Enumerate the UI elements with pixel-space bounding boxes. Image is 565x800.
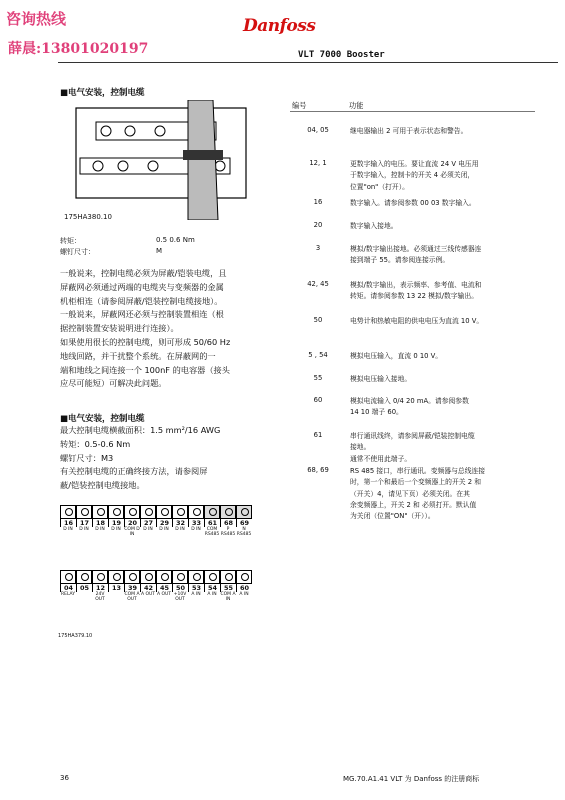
function-line: 接到端子 55。请参阅连接示例。 (350, 256, 450, 265)
function-cell (350, 316, 550, 327)
terminal-number-cell: 5 , 54 (308, 351, 328, 359)
spec-line: 有关控制电缆的正确终接方法，请参阅屏 (60, 466, 208, 477)
function-line: 电势计和热敏电阻的供电电压为直流 10 V。 (350, 317, 484, 325)
terminal-screw (108, 570, 124, 584)
paragraph-line: 端和地线之间连接一个 100nF 的电容器（接头 (60, 364, 230, 375)
terminal-screw (140, 570, 156, 584)
function-line: 时，第一个和最后一个变频器上的开关 2 和 (350, 478, 481, 487)
terminal-label: D IN (175, 527, 185, 532)
terminal-number: 12 (92, 584, 108, 592)
terminal-number: 27 (140, 519, 156, 527)
terminal-screw (60, 570, 76, 584)
terminal-screw (172, 505, 188, 519)
terminal-screw (188, 570, 204, 584)
terminal-number: 60 (236, 584, 252, 592)
terminal-number: 32 (172, 519, 188, 527)
function-line: 14 10 端子 60。 (350, 408, 403, 417)
terminal-number: 54 (204, 584, 220, 592)
terminal-label: A OUT (140, 592, 156, 597)
section1-body (60, 267, 290, 391)
terminal-number-cell: 12, 1 (309, 159, 327, 167)
function-line: 接地。 (350, 443, 371, 452)
terminal-screw (220, 505, 236, 519)
terminal-number: 04 (60, 584, 76, 592)
terminal-number: 33 (188, 519, 204, 527)
paragraph-line: 应尽可能短）可解决此问题。 (60, 378, 167, 389)
terminal-number: 45 (156, 584, 172, 592)
function-cell (350, 351, 550, 362)
function-line: 继电器输出 2 可用于表示状态和警告。 (350, 127, 468, 135)
function-line: 模拟电压输入，直流 0 10 V。 (350, 352, 443, 360)
section2-title: ■ 电气安装，控制电缆 (60, 412, 145, 424)
terminal-number-cell: 20 (313, 221, 323, 229)
terminal-screw (172, 570, 188, 584)
brand-logo: Danfoss (243, 16, 316, 36)
terminal-screw (92, 505, 108, 519)
terminal-screw (124, 505, 140, 519)
terminal-number: 17 (76, 519, 92, 527)
terminal-number-cell: 61 (313, 431, 323, 439)
terminal-number: 68 (220, 519, 236, 527)
spec-line: 转矩：0.5-0.6 Nm (60, 438, 131, 449)
terminal-number: 50 (172, 584, 188, 592)
terminal-screw (140, 505, 156, 519)
function-line: 余变频器上，开关 2 和 必须打开。默认值 (350, 500, 477, 509)
terminal-number-cell: 16 (313, 198, 323, 206)
paragraph-line: 一般说来，屏蔽网还必须与控制装置相连（根 (60, 309, 224, 320)
terminal-screw (236, 505, 252, 519)
terminal-label: D IN (143, 527, 153, 532)
terminal-number: 20 (124, 519, 140, 527)
terminal-screw (60, 505, 76, 519)
section1-title: ■ 电气安装，控制电缆 (60, 86, 145, 98)
terminal-label (108, 592, 124, 602)
terminal-label: D IN (95, 527, 105, 532)
paragraph-line: 机柜相连（请参阅屏蔽/铠装控制电缆接地）。 (60, 295, 223, 306)
terminal-label: A IN (239, 592, 249, 597)
terminal-number-cell: 55 (313, 374, 323, 382)
terminal-label: 24V OUT (95, 592, 105, 602)
terminal-number: 42 (140, 584, 156, 592)
terminal-number: 53 (188, 584, 204, 592)
terminal-number: 55 (220, 584, 236, 592)
function-cell (350, 221, 550, 232)
terminal-label (76, 592, 92, 602)
terminal-number-cell: 3 (315, 244, 321, 252)
col-function-header: 功能 (349, 101, 364, 110)
function-cell (350, 159, 550, 193)
terminal-screw (76, 505, 92, 519)
terminal-label: P RS485 (220, 527, 236, 537)
product-name: VLT 7000 Booster (298, 50, 385, 60)
terminal-number-cell: 60 (313, 396, 323, 404)
paragraph-line: 屏蔽网必须通过两端的电缆夹与变频器的金属 (60, 281, 224, 292)
function-line: 模拟电压输入接地。 (350, 375, 412, 383)
terminal-label: N RS485 (236, 527, 252, 537)
function-cell (350, 244, 550, 267)
spec-line: 螺钉尺寸：M3 (60, 452, 114, 463)
function-line: 数字输入。请参阅参数 00 03 数字输入。 (350, 199, 476, 207)
paragraph-line: 据控制装置安装说明进行连接）。 (60, 323, 179, 334)
terminal-screw (188, 505, 204, 519)
screw-label: 螺钉尺寸： (60, 248, 95, 256)
terminal-number: 16 (60, 519, 76, 527)
page-number: 36 (60, 774, 69, 782)
terminal-number: 18 (92, 519, 108, 527)
terminal-number-cell: 04, 05 (307, 126, 329, 134)
terminal-screw (76, 570, 92, 584)
figure1-label: 175HA380.10 (64, 213, 112, 221)
function-cell (350, 280, 550, 303)
function-line: 模拟/数字输出接地。必须通过三线传感器连 (350, 245, 482, 253)
terminal-screw (204, 570, 220, 584)
terminal-label: D IN (159, 527, 169, 532)
function-cell (350, 431, 550, 465)
terminal-strip-bottom (60, 570, 276, 602)
terminal-number: 39 (124, 584, 140, 592)
terminal-number: 69 (236, 519, 252, 527)
torque-value: 0.5 0.6 Nm (156, 236, 195, 244)
terminal-number: 19 (108, 519, 124, 527)
function-line: 更数字输入的电压。要让直流 24 V 电压用 (350, 160, 479, 168)
function-cell (350, 198, 550, 209)
function-line: 于数字输入，控制卡的开关 4 必须关闭， (350, 171, 475, 180)
function-line: 转矩。请参阅参数 13 22 模拟/数字输出。 (350, 292, 479, 301)
terminal-screw (92, 570, 108, 584)
terminal-number: 05 (76, 584, 92, 592)
terminal-strip-top (60, 505, 276, 537)
table-rule (290, 111, 535, 112)
terminal-screw (236, 570, 252, 584)
terminal-screw (204, 505, 220, 519)
hotline-text: 咨询热线 (6, 10, 67, 28)
function-cell (350, 374, 550, 385)
figure2-label: 175HA379.10 (58, 633, 93, 639)
terminal-label: COM RS485 (204, 527, 220, 537)
contact-text: 薛晨:13801020197 (8, 41, 149, 57)
spec-line: 蔽/铠装控制电缆接地。 (60, 480, 145, 491)
function-cell (350, 126, 550, 137)
paragraph-line: 地线回路，并干扰整个系统。在屏蔽网的一 (60, 350, 216, 361)
function-line: 数字输入接地。 (350, 222, 398, 230)
terminal-screw (156, 570, 172, 584)
torque-label: 转矩： (60, 237, 81, 245)
terminal-label: COM D IN (124, 527, 140, 537)
terminal-screw (108, 505, 124, 519)
terminal-label: D IN (63, 527, 73, 532)
terminal-number-cell: 68, 69 (307, 466, 329, 474)
function-line: 模拟电流输入 0/4 20 mA。请参阅参数 (350, 397, 469, 405)
terminal-number-cell: 42, 45 (307, 280, 329, 288)
spec-line: 最大控制电缆横截面积：1.5 mm²/16 AWG (60, 425, 221, 435)
section2-body (60, 424, 290, 493)
footer-ref: MG.70.A1.41 VLT 为 Danfoss 的注册商标 (343, 775, 480, 783)
terminal-number: 13 (108, 584, 124, 592)
function-line: 为关闭（位置"ON"（开））。 (350, 512, 435, 521)
terminal-label: +10V OUT (173, 592, 187, 602)
function-line: 位置"on"（打开）。 (350, 182, 409, 191)
terminal-number-cell: 50 (313, 316, 323, 324)
terminal-screw (156, 505, 172, 519)
paragraph-line: 如果使用很长的控制电缆，则可形成 50/60 Hz (60, 336, 231, 347)
screw-value: M (156, 247, 163, 255)
function-line: 通常不使用此端子。 (350, 454, 412, 463)
function-line: 模拟/数字输出，表示频率、参考值、电流和 (350, 281, 482, 289)
terminal-label: RELAY (60, 592, 76, 597)
terminal-screw (220, 570, 236, 584)
terminal-label: A IN (207, 592, 217, 597)
terminal-label: COM A IN (220, 592, 236, 602)
function-line: 串行通讯线终，请参阅屏蔽/铠装控制电缆 (350, 432, 475, 440)
terminal-label: D IN (191, 527, 201, 532)
function-line: RS 485 接口，串行通讯。变频器与总线连接 (350, 467, 486, 475)
function-line: （开关）4，请见下页）必须关闭。在其 (350, 489, 470, 498)
col-number-header: 编号 (292, 101, 307, 110)
terminal-label: D IN (111, 527, 121, 532)
function-cell (350, 466, 550, 522)
terminal-label: D IN (79, 527, 89, 532)
terminal-number: 29 (156, 519, 172, 527)
cable-clamp-figure (68, 100, 268, 220)
terminal-label: A OUT (156, 592, 172, 597)
terminal-screw (124, 570, 140, 584)
terminal-number: 61 (204, 519, 220, 527)
terminal-label: A IN (191, 592, 201, 597)
paragraph-line: 一般说来，控制电缆必须为屏蔽/铠装电缆，且 (60, 268, 227, 278)
terminal-label: COM A OUT (124, 592, 140, 602)
header-rule (58, 62, 558, 63)
function-cell (350, 396, 550, 419)
